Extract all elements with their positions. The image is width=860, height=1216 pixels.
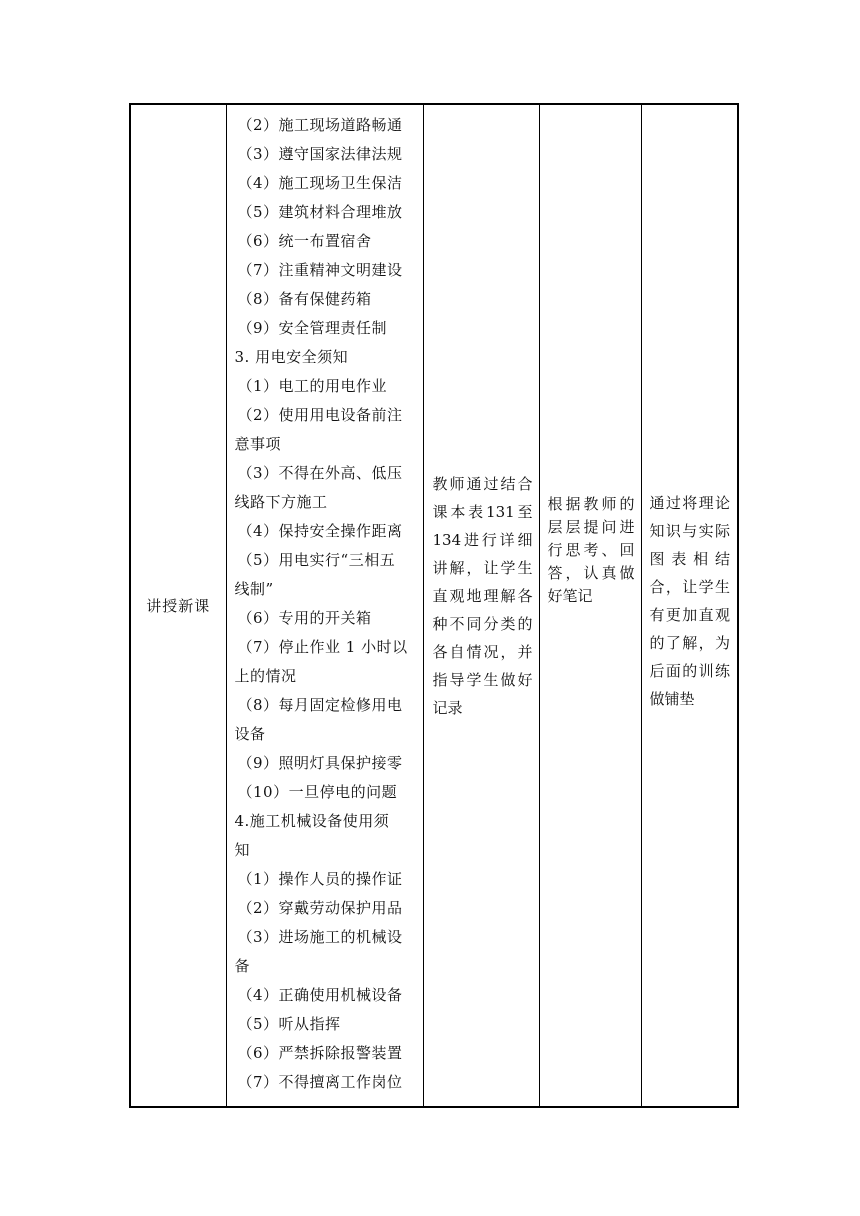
content-line: 设备 [234, 725, 266, 743]
student-activity-text: 根据教师的层层提问进行思考、回答，认真做好笔记 [547, 495, 635, 605]
lesson-plan-table [129, 103, 739, 1108]
student-activity-cell [539, 104, 641, 1107]
teacher-activity-cell [423, 104, 539, 1107]
teaching-content-list [235, 111, 417, 1097]
content-line: （8）备有保健药箱 [237, 290, 372, 308]
design-intent-text: 通过将理论知识与实际图表相结合，让学生有更加直观的了解，为后面的训练做铺垫 [649, 493, 730, 708]
content-line: （2）使用用电设备前注 [237, 406, 403, 424]
content-line: （6）严禁拆除报警装置 [237, 1044, 403, 1062]
content-line: （4）正确使用机械设备 [237, 986, 403, 1004]
content-line: （5）建筑材料合理堆放 [237, 203, 403, 221]
phase-label: 讲授新课 [146, 597, 211, 615]
phase-cell [130, 104, 226, 1107]
content-line: （3）遵守国家法律法规 [237, 145, 403, 163]
content-line: （1）操作人员的操作证 [237, 870, 403, 888]
content-line: （9）照明灯具保护接零 [237, 754, 403, 772]
content-line: （7）注重精神文明建设 [237, 261, 403, 279]
content-line: 3. 用电安全须知 [234, 348, 349, 366]
content-line: （10）一旦停电的问题 [237, 783, 398, 801]
content-line: 线路下方施工 [234, 493, 328, 511]
content-line: （3）不得在外高、低压 [237, 464, 403, 482]
content-line: （2）穿戴劳动保护用品 [237, 899, 403, 917]
content-line: （1）电工的用电作业 [237, 377, 388, 395]
table-row [130, 104, 738, 1107]
content-line: （9）安全管理责任制 [237, 319, 388, 337]
content-line: 上的情况 [234, 667, 297, 685]
content-line: （4）施工现场卫生保洁 [237, 174, 403, 192]
teacher-activity-text: 教师通过结合课本表131至134进行详细讲解，让学生直观地理解各种不同分类的各自情况，并指导学生做好记录 [432, 474, 533, 717]
content-line: 4.施工机械设备使用须 [234, 812, 390, 830]
content-line: 备 [234, 957, 251, 975]
teaching-content-cell [226, 104, 423, 1107]
content-line: （5）用电实行“三相五 [237, 551, 396, 569]
content-line: （3）进场施工的机械设 [237, 928, 403, 946]
design-intent-cell [641, 104, 738, 1107]
content-line: （2）施工现场道路畅通 [237, 116, 403, 134]
content-line: （5）听从指挥 [237, 1015, 341, 1033]
content-line: （7）不得擅离工作岗位 [237, 1073, 403, 1091]
content-line: （8）每月固定检修用电 [237, 696, 403, 714]
content-line: （6）统一布置宿舍 [237, 232, 372, 250]
content-line: （7）停止作业 1 小时以 [237, 638, 408, 656]
content-line: 知 [234, 841, 251, 859]
content-line: 线制” [234, 580, 274, 598]
content-line: 意事项 [234, 435, 282, 453]
content-line: （4）保持安全操作距离 [237, 522, 403, 540]
content-line: （6）专用的开关箱 [237, 609, 372, 627]
